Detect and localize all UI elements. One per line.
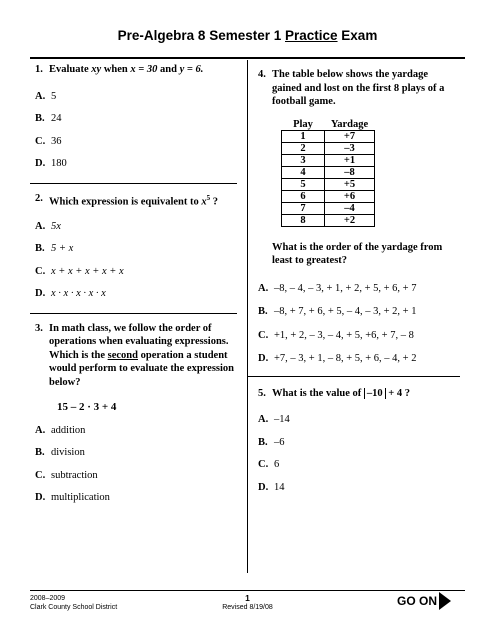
table-header: Yardage bbox=[325, 119, 375, 131]
answer-option[interactable]: B. –6 bbox=[258, 436, 285, 448]
yardage-table bbox=[281, 119, 375, 227]
column-divider bbox=[247, 60, 248, 573]
question-5 bbox=[258, 387, 458, 495]
table-row: 1 +7 bbox=[282, 130, 375, 142]
table-row: 5 +5 bbox=[282, 178, 375, 190]
question-3-expression: 15 – 2 · 3 + 4 bbox=[57, 401, 117, 413]
table-row: 3 +1 bbox=[282, 154, 375, 166]
question-1 bbox=[35, 63, 235, 171]
right-column bbox=[258, 68, 458, 494]
question-separator bbox=[30, 183, 237, 184]
title-underlined-word: Practice bbox=[285, 28, 338, 43]
table-row: 4 –8 bbox=[282, 166, 375, 178]
arrow-right-icon bbox=[439, 592, 451, 610]
question-4-followup: What is the order of the yardage from least to greatest? bbox=[272, 241, 443, 266]
question-separator bbox=[30, 313, 237, 314]
answer-option[interactable]: C. x + x + x + x + x bbox=[35, 265, 124, 277]
answer-option[interactable]: A. addition bbox=[35, 424, 86, 436]
answer-option[interactable]: C. 36 bbox=[35, 135, 62, 147]
answer-option[interactable]: A. –14 bbox=[258, 414, 290, 425]
absolute-value: –10 bbox=[364, 388, 386, 399]
answer-option[interactable]: D. multiplication bbox=[35, 492, 110, 503]
question-1-prompt: 1. Evaluate xy when x = 30 and y = 6. bbox=[35, 64, 204, 75]
footer-rule bbox=[30, 590, 465, 591]
revision-date: Revised 8/19/08 bbox=[222, 604, 273, 611]
answer-option[interactable]: D. x · x · x · x · x bbox=[35, 288, 106, 299]
footer-year: 2008–2009 bbox=[30, 595, 66, 602]
header-rule bbox=[30, 57, 465, 59]
question-5-prompt: 5. What is the value of –10 + 4 ? bbox=[258, 387, 410, 399]
go-on-label: GO ON bbox=[397, 594, 438, 608]
answer-option[interactable]: D. 180 bbox=[35, 158, 67, 169]
footer-district: Clark County School District bbox=[30, 604, 118, 611]
answer-option[interactable]: B. 24 bbox=[35, 113, 62, 124]
question-4 bbox=[258, 68, 458, 366]
answer-option[interactable]: B. division bbox=[35, 447, 85, 458]
question-3-prompt: 3. In math class, we follow the order of operations when evaluating expressions. Which is the second operation a student would perform to evaluate the expression below? bbox=[35, 322, 234, 388]
page-number: 1 bbox=[245, 593, 250, 603]
question-2 bbox=[35, 192, 235, 301]
table-row: 7 –4 bbox=[282, 202, 375, 214]
answer-option[interactable]: D. +7, – 3, + 1, – 8, + 5, + 6, – 4, + 2 bbox=[258, 353, 417, 364]
answer-option[interactable]: D. 14 bbox=[258, 481, 285, 493]
page-title: Pre-Algebra 8 Semester 1 Practice Exam bbox=[117, 28, 378, 43]
left-column bbox=[35, 63, 235, 505]
go-on-indicator bbox=[397, 592, 451, 610]
answer-option[interactable]: A. 5x bbox=[35, 220, 61, 232]
question-separator bbox=[248, 376, 460, 377]
table-header: Play bbox=[282, 119, 325, 131]
answer-option[interactable]: B. 5 + x bbox=[35, 243, 74, 254]
answer-option[interactable]: B. –8, + 7, + 6, + 5, – 4, – 3, + 2, + 1 bbox=[258, 306, 417, 317]
table-row: 6 +6 bbox=[282, 190, 375, 202]
question-2-prompt: 2. Which expression is equivalent to $x^5$ ? bbox=[35, 192, 218, 207]
answer-option[interactable]: C. +1, + 2, – 3, – 4, + 5, +6, + 7, – 8 bbox=[258, 329, 414, 341]
question-3 bbox=[35, 322, 235, 505]
answer-option[interactable]: A. –8, – 4, – 3, + 1, + 2, + 5, + 6, + 7 bbox=[258, 282, 417, 294]
table-row: 2 –3 bbox=[282, 142, 375, 154]
answer-option[interactable]: C. 6 bbox=[258, 459, 280, 470]
answer-option[interactable]: C. subtraction bbox=[35, 469, 98, 481]
table-row: 8 +2 bbox=[282, 214, 375, 226]
answer-option[interactable]: A. 5 bbox=[35, 90, 57, 102]
question-4-prompt: 4. The table below shows the yardage gained and lost on the first 8 plays of a football game. bbox=[258, 69, 445, 107]
